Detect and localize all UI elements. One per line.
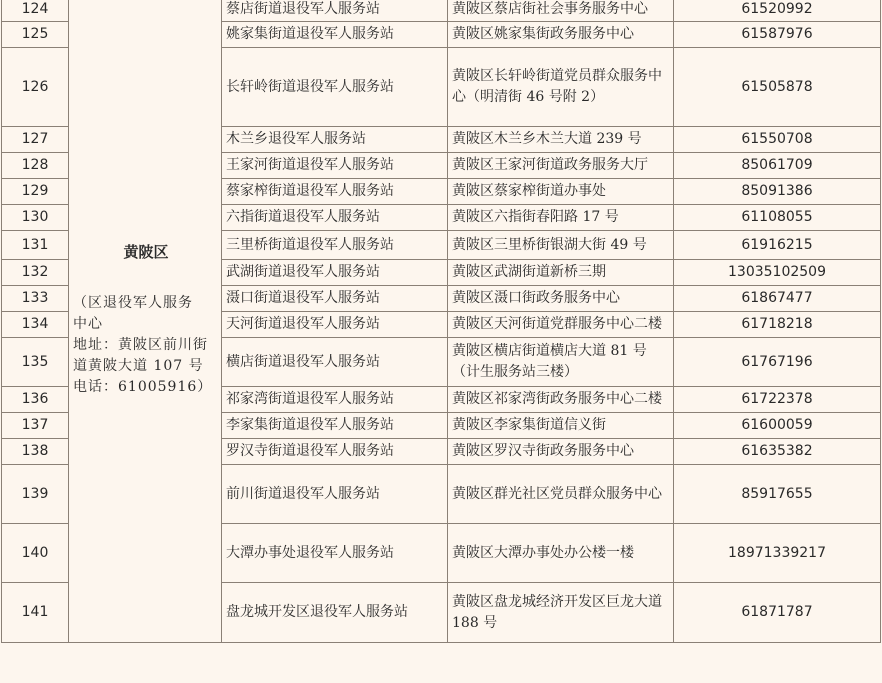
district-info-line: 中心 bbox=[73, 315, 103, 332]
station-address: 黄陂区祁家湾街政务服务中心二楼 bbox=[448, 387, 674, 413]
station-name: 木兰乡退役军人服务站 bbox=[222, 127, 448, 153]
station-phone: 61767196 bbox=[674, 338, 881, 387]
row-number: 137 bbox=[2, 413, 69, 439]
row-number: 138 bbox=[2, 439, 69, 465]
station-phone: 85917655 bbox=[674, 465, 881, 524]
station-address: 黄陂区罗汉寺街政务服务中心 bbox=[448, 439, 674, 465]
station-name: 祁家湾街道退役军人服务站 bbox=[222, 387, 448, 413]
station-phone: 13035102509 bbox=[674, 260, 881, 286]
station-name: 大潭办事处退役军人服务站 bbox=[222, 524, 448, 583]
row-number: 130 bbox=[2, 205, 69, 231]
station-address: 黄陂区大潭办事处办公楼一楼 bbox=[448, 524, 674, 583]
district-info-line: 电话：61005916） bbox=[73, 378, 213, 395]
station-name: 姚家集街道退役军人服务站 bbox=[222, 22, 448, 48]
station-phone: 61600059 bbox=[674, 413, 881, 439]
district-cell bbox=[69, 0, 222, 643]
station-name: 六指街道退役军人服务站 bbox=[222, 205, 448, 231]
station-address: 黄陂区武湖街道新桥三期 bbox=[448, 260, 674, 286]
station-name: 蔡家榨街道退役军人服务站 bbox=[222, 179, 448, 205]
station-phone: 61520992 bbox=[674, 0, 881, 22]
district-info-line: 地址：黄陂区前川街 bbox=[73, 336, 208, 353]
district-name: 黄陂区 bbox=[123, 242, 169, 261]
station-phone: 61635382 bbox=[674, 439, 881, 465]
station-address: 黄陂区蔡家榨街道办事处 bbox=[448, 179, 674, 205]
station-phone: 61550708 bbox=[674, 127, 881, 153]
station-phone: 61505878 bbox=[674, 48, 881, 127]
station-phone: 85091386 bbox=[674, 179, 881, 205]
station-phone: 61871787 bbox=[674, 583, 881, 643]
station-name: 蔡店街道退役军人服务站 bbox=[222, 0, 448, 22]
station-name: 滠口街道退役军人服务站 bbox=[222, 286, 448, 312]
row-number: 133 bbox=[2, 286, 69, 312]
station-address: 黄陂区李家集街道信义街 bbox=[448, 413, 674, 439]
table-body bbox=[2, 0, 881, 643]
station-address: 黄陂区姚家集街政务服务中心 bbox=[448, 22, 674, 48]
station-address: 黄陂区三里桥街银湖大街 49 号 bbox=[448, 231, 674, 260]
station-address: 黄陂区横店街道横店大道 81 号（计生服务站三楼） bbox=[448, 338, 674, 387]
station-address: 黄陂区群光社区党员群众服务中心 bbox=[448, 465, 674, 524]
row-number: 136 bbox=[2, 387, 69, 413]
row-number: 131 bbox=[2, 231, 69, 260]
station-address: 黄陂区盘龙城经济开发区巨龙大道 188 号 bbox=[448, 583, 674, 643]
row-number: 124 bbox=[2, 0, 69, 22]
row-number: 125 bbox=[2, 22, 69, 48]
station-address: 黄陂区滠口街政务服务中心 bbox=[448, 286, 674, 312]
station-name: 横店街道退役军人服务站 bbox=[222, 338, 448, 387]
row-number: 126 bbox=[2, 48, 69, 127]
station-address: 黄陂区蔡店街社会事务服务中心 bbox=[448, 0, 674, 22]
station-address: 黄陂区长轩岭街道党员群众服务中心（明清街 46 号附 2） bbox=[448, 48, 674, 127]
station-address: 黄陂区六指街春阳路 17 号 bbox=[448, 205, 674, 231]
row-number: 134 bbox=[2, 312, 69, 338]
service-station-table bbox=[1, 0, 881, 643]
row-number: 140 bbox=[2, 524, 69, 583]
station-address: 黄陂区天河街道党群服务中心二楼 bbox=[448, 312, 674, 338]
row-number: 128 bbox=[2, 153, 69, 179]
station-phone: 61867477 bbox=[674, 286, 881, 312]
row-number: 129 bbox=[2, 179, 69, 205]
district-info-line: （区退役军人服务 bbox=[73, 294, 193, 311]
station-address: 黄陂区木兰乡木兰大道 239 号 bbox=[448, 127, 674, 153]
station-name: 武湖街道退役军人服务站 bbox=[222, 260, 448, 286]
station-phone: 85061709 bbox=[674, 153, 881, 179]
station-phone: 61108055 bbox=[674, 205, 881, 231]
row-number: 127 bbox=[2, 127, 69, 153]
station-phone: 18971339217 bbox=[674, 524, 881, 583]
station-phone: 61587976 bbox=[674, 22, 881, 48]
row-number: 139 bbox=[2, 465, 69, 524]
station-address: 黄陂区王家河街道政务服务大厅 bbox=[448, 153, 674, 179]
station-phone: 61916215 bbox=[674, 231, 881, 260]
station-phone: 61718218 bbox=[674, 312, 881, 338]
station-name: 天河街道退役军人服务站 bbox=[222, 312, 448, 338]
row-number: 141 bbox=[2, 583, 69, 643]
station-name: 长轩岭街道退役军人服务站 bbox=[222, 48, 448, 127]
station-name: 前川街道退役军人服务站 bbox=[222, 465, 448, 524]
district-info-line: 道黄陂大道 107 号 bbox=[73, 357, 204, 374]
station-name: 盘龙城开发区退役军人服务站 bbox=[222, 583, 448, 643]
station-name: 王家河街道退役军人服务站 bbox=[222, 153, 448, 179]
station-name: 李家集街道退役军人服务站 bbox=[222, 413, 448, 439]
row-number: 135 bbox=[2, 338, 69, 387]
station-name: 罗汉寺街道退役军人服务站 bbox=[222, 439, 448, 465]
station-name: 三里桥街道退役军人服务站 bbox=[222, 231, 448, 260]
station-phone: 61722378 bbox=[674, 387, 881, 413]
table-row bbox=[2, 0, 881, 22]
row-number: 132 bbox=[2, 260, 69, 286]
